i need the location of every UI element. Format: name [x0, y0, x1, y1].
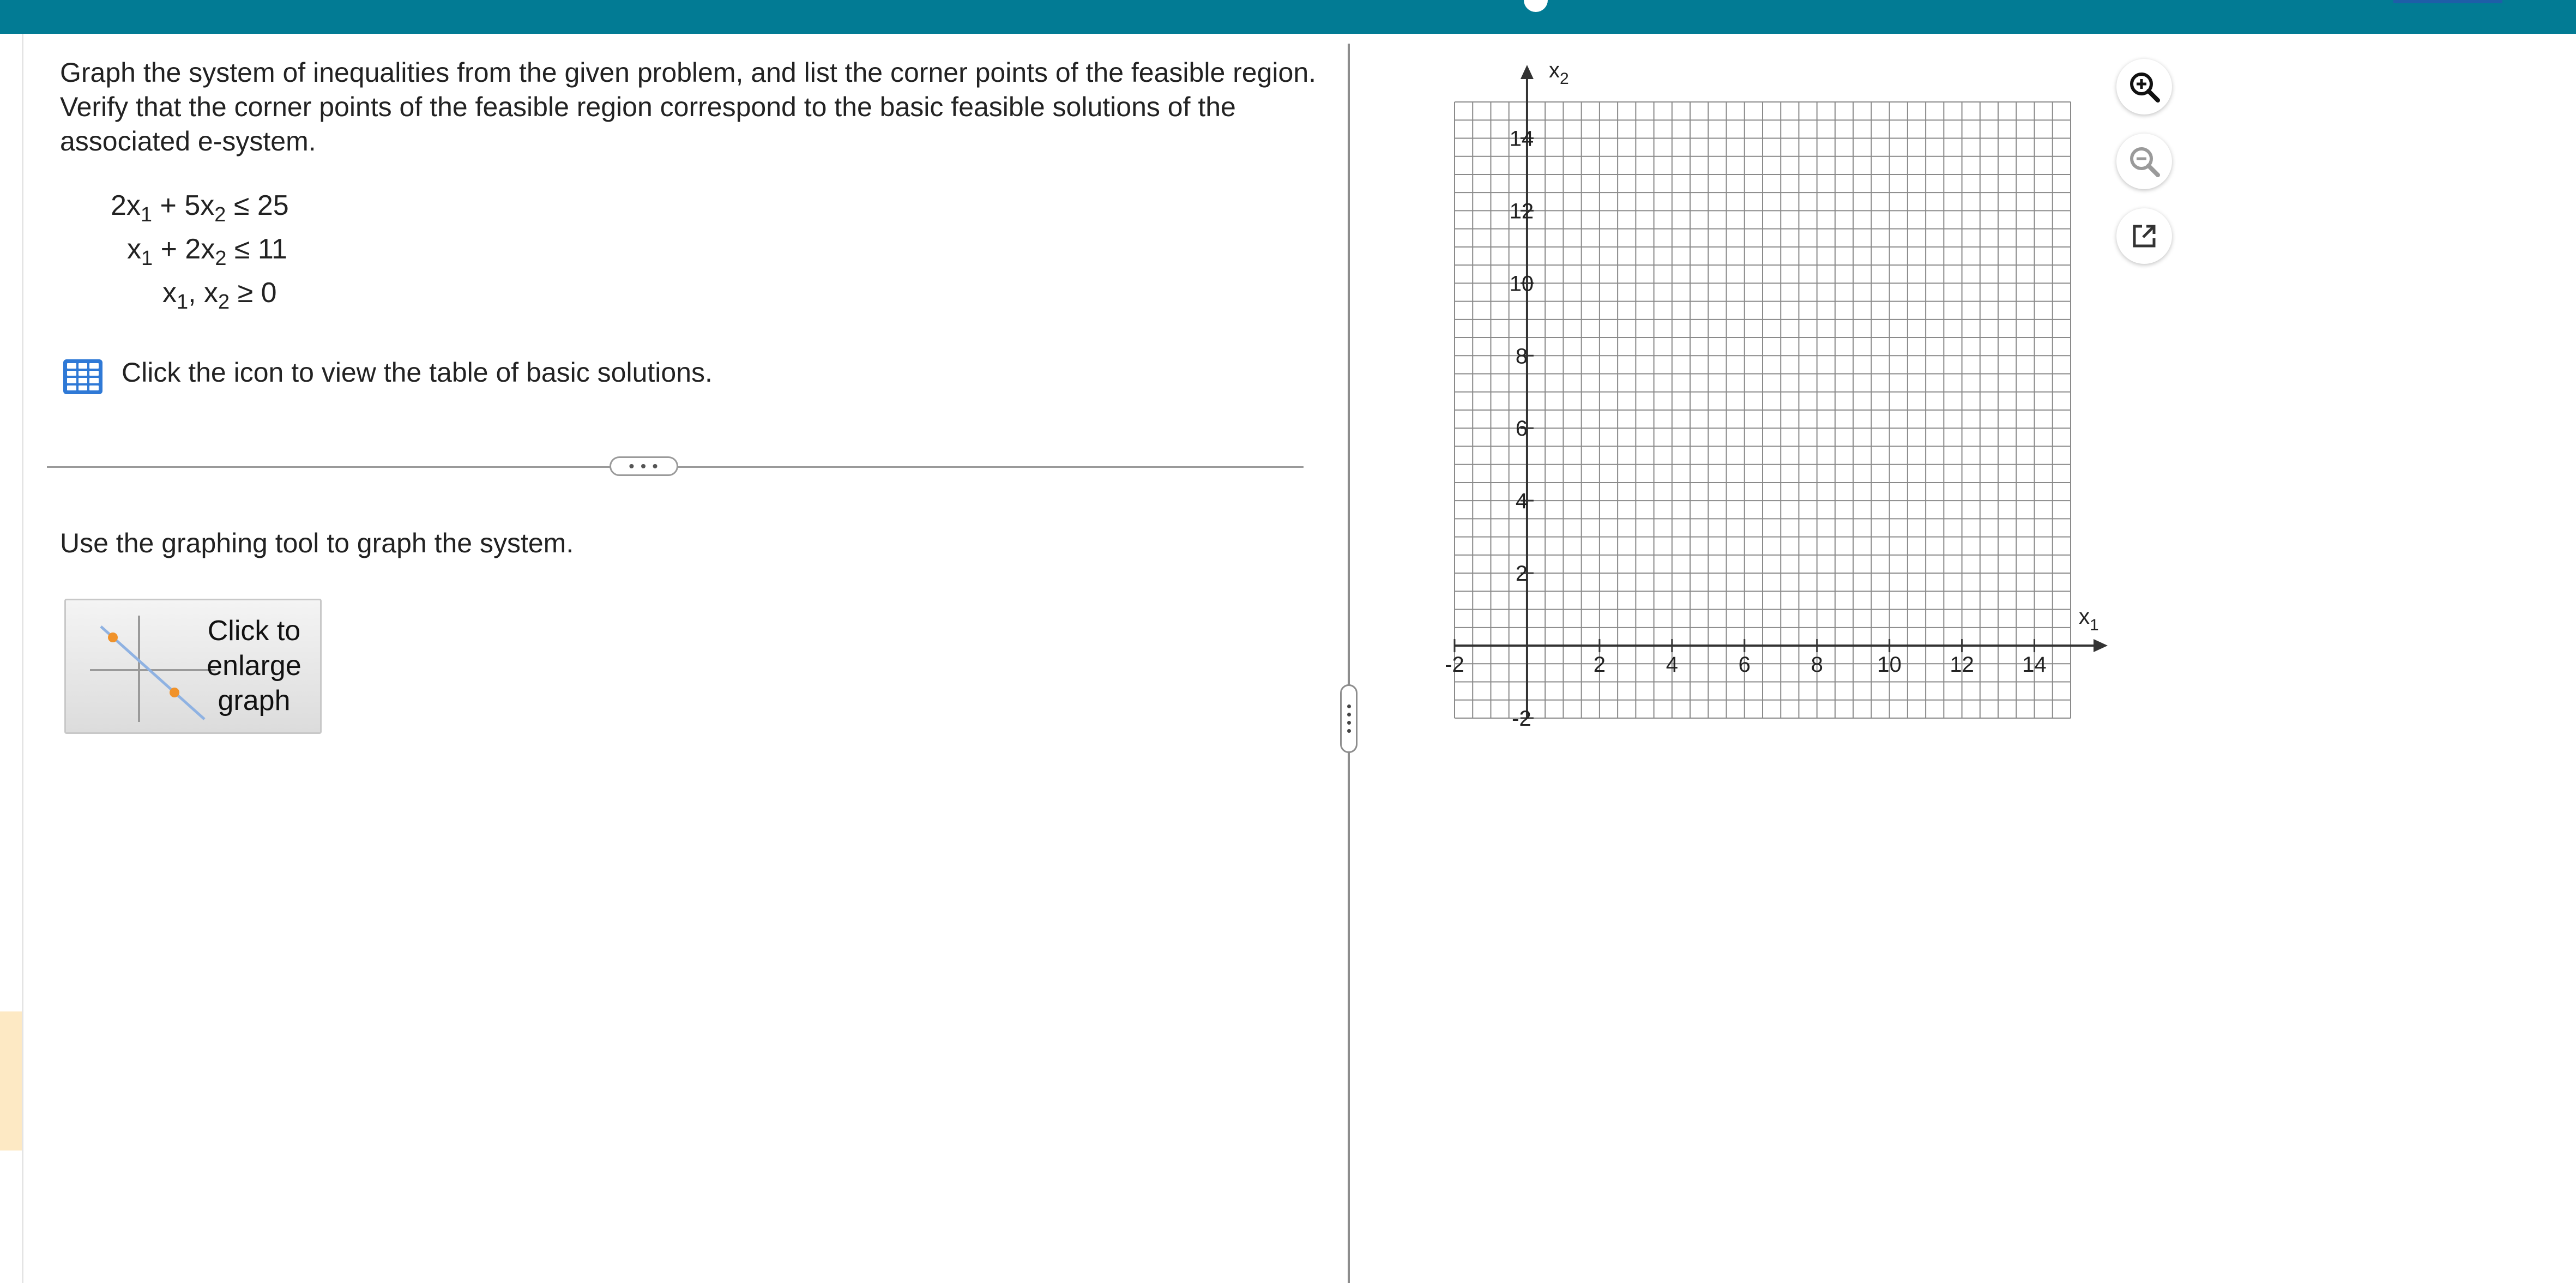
x-tick-label: 14 — [2022, 653, 2047, 677]
top-bar-accent — [2393, 0, 2502, 3]
y-tick-label: 10 — [1509, 272, 1534, 296]
graph-instruction: Use the graphing tool to graph the system. — [60, 528, 574, 558]
x-tick-label: -2 — [1445, 653, 1464, 677]
y-tick-label: 12 — [1509, 199, 1534, 224]
zoom-in-icon — [2126, 69, 2162, 105]
enlarge-graph-button[interactable] — [64, 599, 322, 734]
table-icon[interactable] — [63, 359, 102, 394]
y-tick-label: 14 — [1509, 127, 1534, 151]
basic-solutions-table-link[interactable]: Click the icon to view the table of basic solutions. — [122, 357, 713, 388]
top-bar — [0, 0, 2576, 34]
y-axis-label: $x_2$ — [1548, 58, 1569, 88]
zoom-out-button[interactable] — [2116, 134, 2172, 189]
x-tick-label: 2 — [1593, 653, 1606, 677]
y-axis-arrow-icon — [1521, 65, 1534, 79]
enlarge-graph-label: Click to enlarge graph — [207, 615, 301, 716]
x-axis-label: $x_1$ — [2079, 605, 2099, 635]
x-tick-label: 8 — [1811, 653, 1823, 677]
x-axis-arrow-icon — [2094, 639, 2108, 652]
left-accent-strip — [0, 1011, 22, 1151]
expand-more-button[interactable]: • • • — [610, 456, 678, 476]
question-prompt: Graph the system of inequalities from the given problem, and list the corner points of the feasible region. Verify that the corner points of the feasible region correspond to the basic feasible solutions of the associated e-system. — [60, 57, 1317, 156]
y-tick-label: 8 — [1515, 344, 1528, 369]
inequality-2: $x_1 + 2x_2 \le 11$ — [127, 233, 287, 270]
y-tick-label: 6 — [1515, 417, 1528, 441]
zoom-out-icon — [2126, 143, 2162, 179]
zoom-in-button[interactable] — [2116, 59, 2172, 115]
graph-grid — [1455, 102, 2071, 718]
inequality-3: $x_1$, $x_2 \ge 0$ — [162, 277, 277, 314]
y-tick-label: 4 — [1515, 489, 1528, 514]
x-tick-label: 4 — [1666, 653, 1678, 677]
x-tick-label: 6 — [1738, 653, 1751, 677]
inequality-1: $2x_1 + 5x_2 \le 25$ — [111, 190, 289, 226]
graph-area[interactable] — [1350, 34, 2113, 797]
x-tick-label: 12 — [1950, 653, 1974, 677]
x-tick-label: 10 — [1877, 653, 1902, 677]
y-tick-label: -2 — [1512, 707, 1531, 731]
popout-button[interactable] — [2116, 208, 2172, 264]
y-tick-label: 2 — [1515, 562, 1528, 586]
popout-icon — [2128, 220, 2161, 252]
question-pane — [23, 34, 1348, 1283]
